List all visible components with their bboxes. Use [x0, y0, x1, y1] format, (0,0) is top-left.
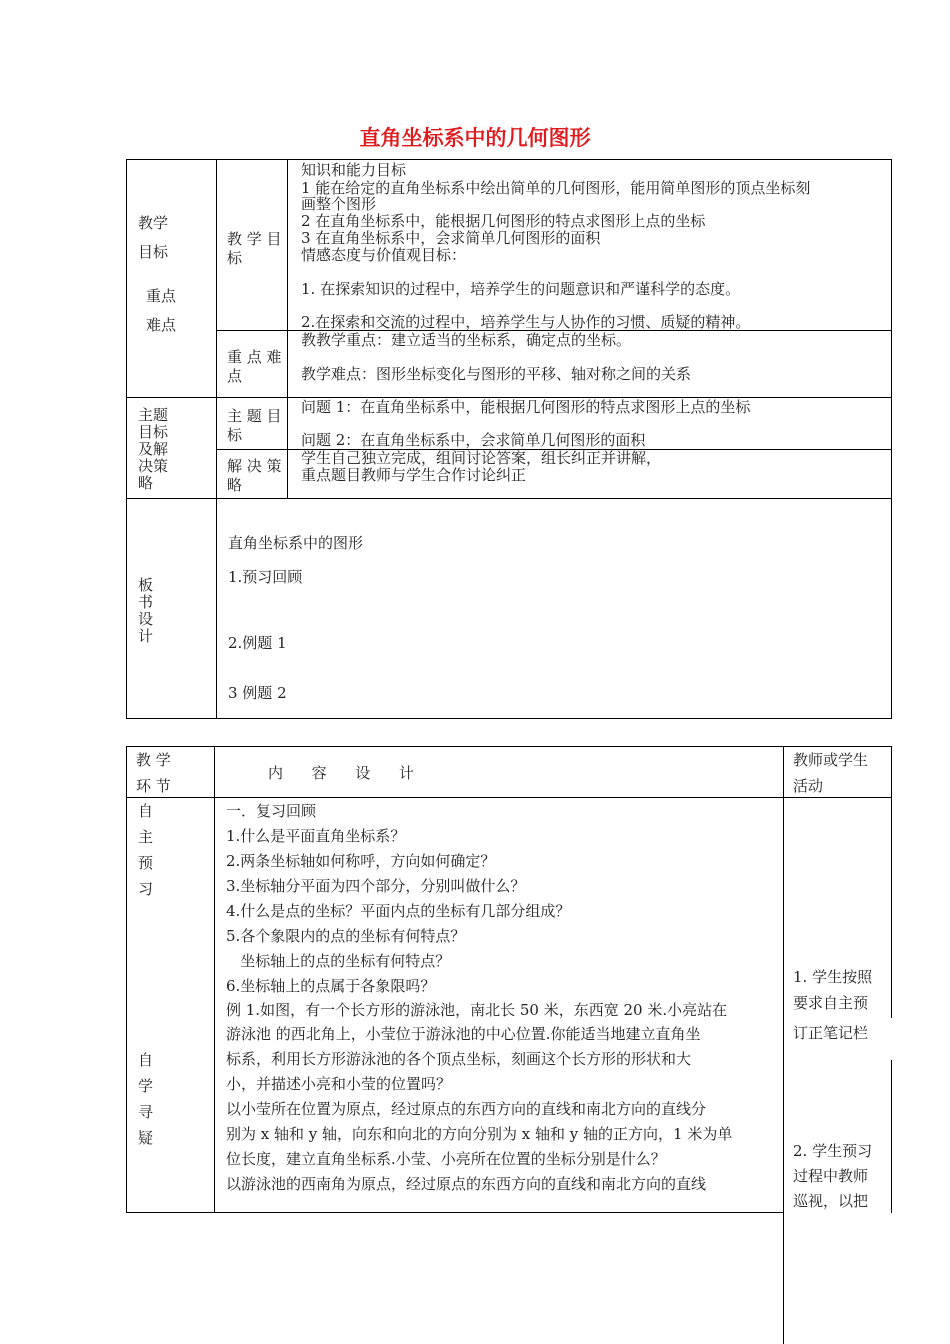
stage2-3: 疑	[138, 1129, 154, 1147]
header-activity-0: 教师或学生	[793, 751, 869, 769]
stage1-3: 习	[138, 880, 154, 898]
difficult-point-line: 教学难点：图形坐标变化与图形的平移、轴对称之间的关系	[301, 365, 692, 383]
key-point-line: 教教学重点：建立适当的坐标系，确定点的坐标。	[301, 331, 632, 349]
strategy-label: 解 决 策 略	[227, 457, 282, 494]
board-label-3: 计	[138, 627, 154, 645]
key-points-label: 重 点 难 点	[227, 348, 282, 385]
header-activity-1: 活动	[793, 777, 824, 795]
stage1-0: 自	[138, 802, 154, 820]
board-line-3: 2.例题 1	[228, 634, 287, 652]
stage2-0: 自	[138, 1051, 154, 1069]
label-goal: 目标	[138, 243, 169, 261]
label-key: 重点	[146, 287, 177, 305]
label-teaching: 教学	[138, 214, 169, 232]
board-label-2: 设	[138, 610, 154, 628]
board-line-2: 1.预习回顾	[228, 568, 303, 586]
header-stage-0: 教 学	[136, 751, 171, 769]
theme-label-2: 及解	[138, 440, 169, 458]
board-line-4: 3 例题 2	[228, 684, 287, 702]
theme-label-0: 主题	[138, 406, 169, 424]
board-line-1: 直角坐标系中的图形	[228, 534, 364, 552]
activity1-1: 要求自主预	[793, 994, 869, 1012]
board-label-1: 书	[138, 593, 154, 611]
theme-goal-label: 主 题 目 标	[227, 407, 282, 444]
stage1-2: 预	[138, 854, 154, 872]
theme-label-1: 目标	[138, 423, 169, 441]
objectives-label: 教 学 目 标	[227, 230, 282, 267]
activity2-2: 巡视，以把	[793, 1192, 869, 1210]
stage2-1: 学	[138, 1077, 154, 1095]
label-difficult: 难点	[146, 316, 177, 334]
header-content: 内 容 设 计	[268, 764, 414, 782]
activity1-0: 1. 学生按照	[793, 968, 873, 986]
activity2-0: 2. 学生预习	[793, 1142, 873, 1160]
theme-label-4: 略	[138, 474, 154, 492]
strategy-line-2: 重点题目教师与学生合作讨论纠正	[301, 466, 527, 484]
problem-2: 问题 2：在直角坐标系中，会求简单几何图形的面积	[301, 431, 646, 449]
stage1-1: 主	[138, 828, 154, 846]
activity2-1: 过程中教师	[793, 1167, 869, 1185]
problem-1: 问题 1：在直角坐标系中，能根据几何图形的特点求图形上点的坐标	[301, 398, 751, 416]
page-title: 直角坐标系中的几何图形	[359, 126, 591, 150]
header-stage-1: 环 节	[136, 777, 171, 795]
theme-label-3: 决策	[138, 457, 169, 475]
strategy-line-1: 学生自己独立完成，组间讨论答案，组长纠正并讲解，	[301, 449, 662, 467]
board-label-0: 板	[138, 576, 154, 594]
activity1-2: 订正笔记栏	[793, 1024, 869, 1042]
stage2-2: 寻	[138, 1103, 154, 1121]
